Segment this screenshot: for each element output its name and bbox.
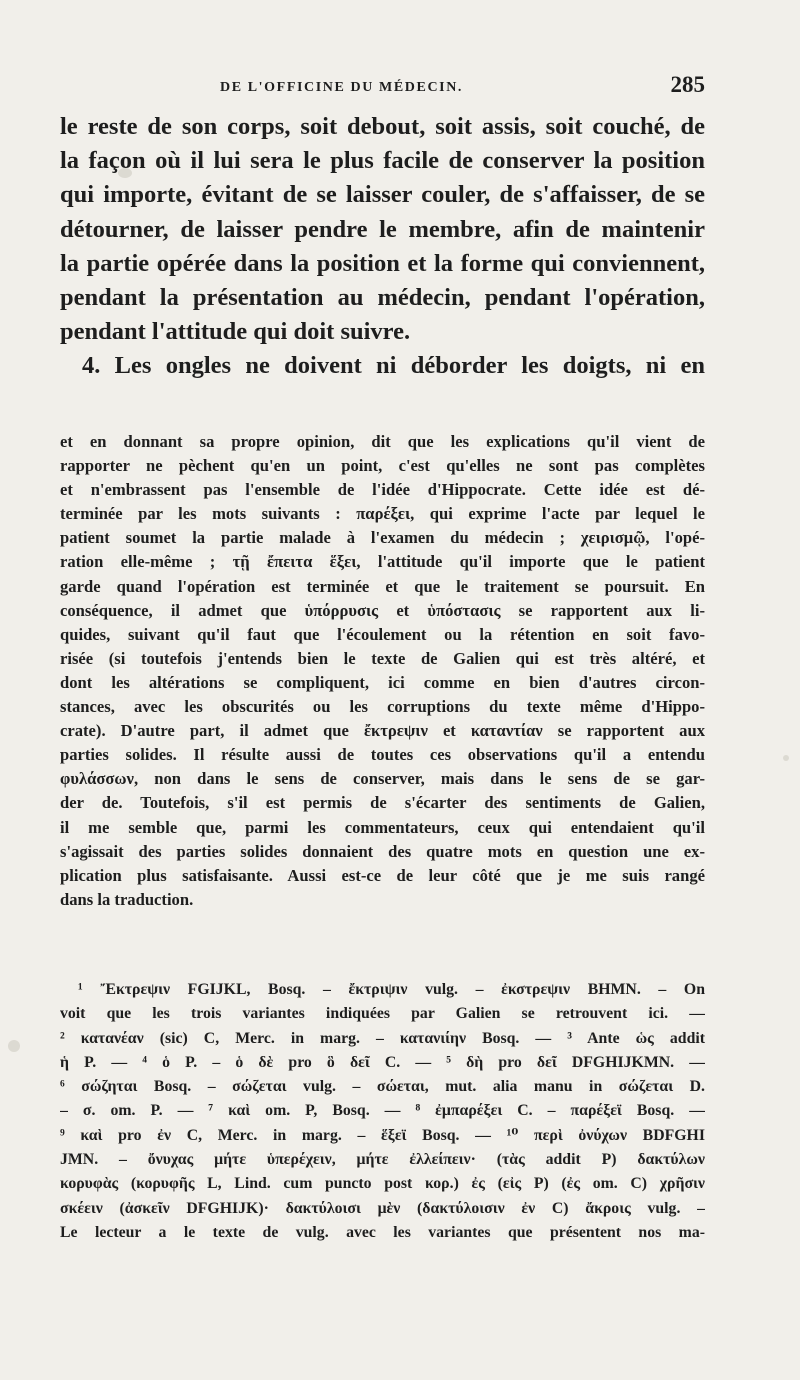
commentary-line: der de. Toutefois, s'il est permis de s'écarter des sentiments de Galien, — [60, 793, 705, 813]
main-text — [60, 110, 705, 384]
page-number: 285 — [670, 72, 705, 97]
main-text-line: la façon où il lui sera le plus facile de conserver la position — [60, 147, 705, 175]
footnote-line: Le lecteur a le texte de vulg. avec les variantes que présentent nos ma- — [60, 1223, 705, 1241]
commentary-line: et n'embrassent pas l'ensemble de l'idée d'Hippocrate. Cette idée est dé- — [60, 480, 705, 500]
footnote-line: ἡ P. — ⁴ ὁ P. – ὁ δὲ pro ὃ δεῖ C. — ⁵ δὴ pro δεῖ DFGHIJKMN. — — [60, 1053, 705, 1071]
footnote-line: ² κατανέαν (sic) C, Merc. in marg. – κατανιίην Bosq. — ³ Ante ὡς addit — [60, 1029, 705, 1047]
footnote-line: ⁹ καὶ pro ἐν C, Merc. in marg. – ἕξεϊ Bosq. — ¹⁰ περὶ ὀνύχων BDFGHI — [60, 1126, 705, 1144]
commentary-line: et en donnant sa propre opinion, dit que les explications qu'il vient de — [60, 432, 705, 451]
commentary-line: patient soumet la partie malade à l'examen du médecin ; χειρισμῷ, l'opé- — [60, 528, 705, 548]
commentary-line: risée (si toutefois j'entends bien le texte de Galien qui est très altéré, et — [60, 648, 705, 668]
paper-stain — [783, 755, 789, 761]
commentary-line: garde quand l'opération est terminée et que le traitement se poursuit. En — [60, 576, 705, 596]
footnote-line: ⁶ σώζηται Bosq. – σώζεται vulg. – σώεται, mut. alia manu in σώζεται D. — [60, 1078, 705, 1096]
commentary-line: plication plus satisfaisante. Aussi est-ce de leur côté que je me suis rangé — [60, 865, 705, 885]
commentary-line: ration elle-même ; τῇ ἔπειτα ἕξει, l'attitude qu'il importe que le patient — [60, 552, 705, 572]
commentary-line: il me semble que, parmi les commentateurs, ceux qui entendaient qu'il — [60, 817, 705, 837]
footnote-line: JMN. – ὄνυχας μήτε ὑπερέχειν, μήτε ἐλλείπειν· (τὰς addit P) δακτύλων — [60, 1151, 705, 1169]
commentary-line: quides, suivant qu'il faut que l'écoulement ou la rétention en soit favo- — [60, 624, 705, 644]
commentary-line: crate). D'autre part, il admet que ἔκτρεψιν et καταντίαν se rapportent aux — [60, 721, 705, 741]
main-text-line: pendant l'attitude qui doit suivre. — [60, 318, 411, 346]
commentary-line: rapporter ne pèchent qu'en un point, c'est qu'elles ne sont pas complètes — [60, 456, 705, 476]
commentary-line: s'agissait des parties solides donnaient des quatre mots en question une ex- — [60, 841, 705, 861]
paper-stain — [8, 1040, 20, 1052]
commentary-line: dans la traduction. — [60, 889, 194, 909]
commentary-line: dont les altérations se compliquent, ici comme en bien d'autres circon- — [60, 672, 705, 692]
commentary-line: φυλάσσων, non dans le sens de conserver, mais dans le sens de se gar- — [60, 769, 705, 789]
main-text-line: pendant la présentation au médecin, pendant l'opération, — [60, 284, 705, 312]
footnote-line: ¹ Ἔκτρεψιν FGIJKL, Bosq. – ἔκτριψιν vulg. – ἐκστρεψιν BHMN. – On — [78, 981, 705, 998]
footnotes — [60, 978, 705, 1245]
running-head — [60, 72, 705, 102]
commentary-line: parties solides. Il résulte aussi de toutes ces observations qu'il a entendu — [60, 745, 705, 765]
main-text-line: la partie opérée dans la position et la forme qui conviennent, — [60, 249, 705, 277]
main-text-line: le reste de son corps, soit debout, soit assis, soit couché, de — [60, 113, 705, 140]
commentary-line: stances, avec les obscurités ou les corruptions du texte même d'Hippo- — [60, 697, 705, 717]
commentary-line: terminée par les mots suivants : παρέξει, qui exprime l'acte par lequel le — [60, 504, 705, 524]
footnote-line: σκέειν (ἀσκεῖν DFGHIJK)· δακτύλοισι μὲν (δακτύλοισιν ἐν C) ἄκροις vulg. – — [60, 1199, 705, 1217]
commentary — [60, 430, 705, 912]
footnote-line: κορυφὰς (κορυφῆς L, Lind. cum puncto post κορ.) ἐς (εἰς P) (ἐς om. C) χρῆσιν — [60, 1175, 705, 1193]
main-text-line: détourner, de laisser pendre le membre, afin de maintenir — [60, 215, 705, 243]
footnote-line: – σ. om. P. — ⁷ καὶ om. P, Bosq. — ⁸ ἐμπαρέξει C. – παρέξεϊ Bosq. — — [60, 1102, 705, 1120]
running-title: DE L'OFFICINE DU MÉDECIN. — [220, 80, 464, 95]
main-text-line: 4. Les ongles ne doivent ni déborder les doigts, ni en — [82, 352, 705, 380]
footnote-line: voit que les trois variantes indiquées par Galien se retrouvent ici. — — [60, 1005, 705, 1023]
commentary-line: conséquence, il admet que ὑπόρρυσις et ὑπόστασις se rapportent aux li- — [60, 600, 705, 620]
main-text-line: qui importe, évitant de se laisser couler, de s'affaisser, de se — [60, 181, 705, 209]
